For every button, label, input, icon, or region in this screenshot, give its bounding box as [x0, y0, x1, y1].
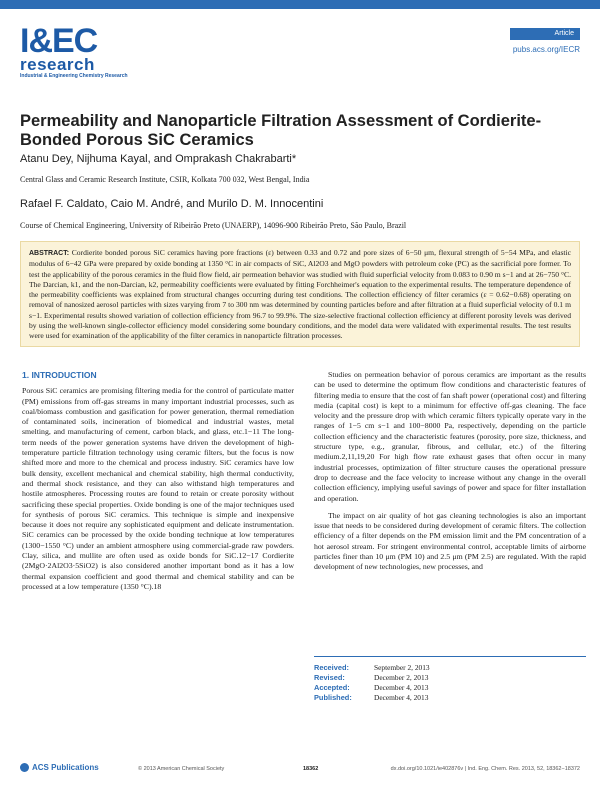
date-row-accepted [314, 683, 586, 693]
journal-url-link[interactable]: pubs.acs.org/IECR [512, 45, 580, 54]
affiliation-1: Central Glass and Ceramic Research Institute, CSIR, Kolkata 700 032, West Bengal, India [20, 175, 310, 184]
affiliation-2: Course of Chemical Engineering, University of Ribeirão Preto (UNAERP), 14096-900 Ribeirão Preto, São Paulo, Brazil [20, 221, 407, 230]
publisher-name: ACS Publications [32, 763, 99, 772]
top-bar [0, 0, 600, 9]
abstract-text: Cordierite bonded porous SiC ceramics having pore fractions (ε) between 0.33 and 0.72 and pore sizes of 6−50 μm, flexural strength of 5−54 MPa, and elastic modulus of 6−42 GPa were prepared by oxide bonding at 1350 °C in air compacts of SiC, Al2O3 and MgO powders with petroleum coke (PC) as the sacrificial pore former. To test the applicability of the porous ceramics in the fluid flow field, air permeation behavior was studied with fluid superficial velocity from 0.083 to 0.90 m s−1 and at 26−750 °C. The Darcian, k1, and the non-Darcian, k2, permeability coefficients were evaluated by fitting Forchheimer's equation to the experimental results. The temperature dependence of the permeability coefficients was explained from structural changes occurring during test conditions. The collection efficiency of filter ceramics (ε = 0.62−0.68) operating on removal of nanosized aerosol particles with sizes varying from 7 to 300 nm was determined by counting particles before and after filtration at a fluid superficial velocity of 0.1 m s−1. Experimental results showed variation of collection efficiency from 96.7 to 99.9%. The size-selective fractional collection efficiency at different porosity levels was derived by using the well-known single-collector efficiency model considering some boundary conditions, and the model data were validated with experimental results. The test results were used for examination of the applicability of the filter ceramics in nanoparticle filtration processes. [29, 248, 571, 341]
body-paragraph: Porous SiC ceramics are promising filtering media for the control of particulate matter (PM) emissions from off-gas streams in many important industrial processes, such as coal/biomass combustion and gasification for power generation, thermal remediation of contaminated soils, incineration of biomedical and industrial wastes, metal smelting, and manufacturing of cement, carbon black, and glass, etc.1−11 The long-term needs of the power generation systems have driven the development of high-temperature particle filtration technology using ceramic filters, but the focus is now shifted more and more to the chemical and process industry. SiC ceramics have low bulk density, excellent mechanical and chemical stability, high thermal conductivity, and thermal shock resistance, and they can also withstand high temperatures and hostile atmospheres. Processing routes are found to retain or create porosity without sacrificing these special properties. Oxide bonding is one of the major techniques used for synthesis of porous SiC ceramics. This technique is simple and inexpensive because it does not require any sophisticated equipment and delicate instrumentation. SiC ceramics can be processed by the oxide bonding technique at low temperatures (1300−1550 °C) under an ambient atmosphere using commercial-grade raw powders. Clay, silica, and mullite are often used as oxide bonds for SiC.12−17 Cordierite (2MgO·2Al2O3·5SiO2) is also considered another important bond as it has a low thermal expansion coefficient and good thermal and chemical stability and can be processed at a low temperature (1350 °C).18 [22, 386, 294, 591]
date-label: Received: [314, 663, 349, 672]
section-heading-introduction: 1. INTRODUCTION [22, 370, 97, 380]
date-label: Accepted: [314, 683, 350, 692]
abstract-box [20, 241, 580, 347]
logo-small-text: Industrial & Engineering Chemistry Research [20, 73, 128, 79]
date-row-published [314, 693, 586, 703]
date-row-received [314, 663, 586, 673]
copyright-text: © 2013 American Chemical Society [138, 766, 225, 772]
logo-main-text: I&EC [20, 22, 98, 60]
date-value: December 4, 2013 [374, 693, 429, 702]
article-title: Permeability and Nanoparticle Filtration Assessment of Cordierite-Bonded Porous SiC Ceramics [20, 112, 542, 149]
date-label: Revised: [314, 673, 345, 682]
date-value: December 2, 2013 [374, 673, 429, 682]
date-label: Published: [314, 693, 352, 702]
body-paragraph: The impact on air quality of hot gas cleaning technologies is also an important issue that needs to be considered during development of ceramic filters. The collection efficiency of a filter depends on the PM emission limit and the PM concentration of a hot aerosol stream. For stringent environmental control, acceptable limits of airborne particles finer than 10 μm (PM 10) and 2.5 μm (PM 2.5) are regulated. With the rapid development of new technologies, new processes, and [314, 510, 586, 572]
abstract-label: ABSTRACT: [29, 250, 70, 257]
authors-group-2[interactable]: Rafael F. Caldato, Caio M. André, and Murilo D. M. Innocentini [20, 198, 324, 210]
journal-logo[interactable] [20, 22, 140, 80]
article-dates [314, 656, 586, 703]
authors-group-1[interactable]: Atanu Dey, Nijhuma Kayal, and Omprakash Chakrabarti* [20, 153, 297, 165]
date-value: December 4, 2013 [374, 683, 429, 692]
page-number: 18362 [303, 766, 319, 772]
acs-publications-logo[interactable] [20, 763, 99, 772]
body-paragraph: Studies on permeation behavior of porous ceramics are important as the results can be used to determine the optimum flow conditions and characteristic features of filtering media to ensure that the cost of fan shaft power (operational cost) and filtering media (capital cost) is kept to a minimum for effective off-gas cleaning. The face velocity and the pressure drop with which ceramic filters typically operate vary in the ranges of 1−5 cm s−1 and 100−8000 Pa, respectively, depending on the particle collection efficiency and the characteristic features (porosity, pore size, thickness, and structure type, e.g., granular, fibrous, and cellular, etc.) of the filtering medium.2,11,19,20 For high flow rate exhaust gases that often occur in many industrial processes, optimization of filter structure causes the operational pressure drop to decrease and the face velocity to increase without any change in the overall collection efficiency, implying useful savings of power and space for filter installation and operation. [314, 370, 586, 503]
acs-logo-icon [20, 763, 29, 772]
page-footer [20, 763, 580, 775]
right-column [314, 370, 586, 580]
date-row-revised [314, 673, 586, 683]
article-type-tag: Article [510, 28, 580, 40]
logo-sub-text: research [20, 55, 95, 74]
date-value: September 2, 2013 [374, 663, 430, 672]
left-column [22, 370, 294, 599]
doi-link[interactable]: dx.doi.org/10.1021/ie402876v | Ind. Eng. Chem. Res. 2013, 52, 18362−18372 [390, 766, 580, 772]
